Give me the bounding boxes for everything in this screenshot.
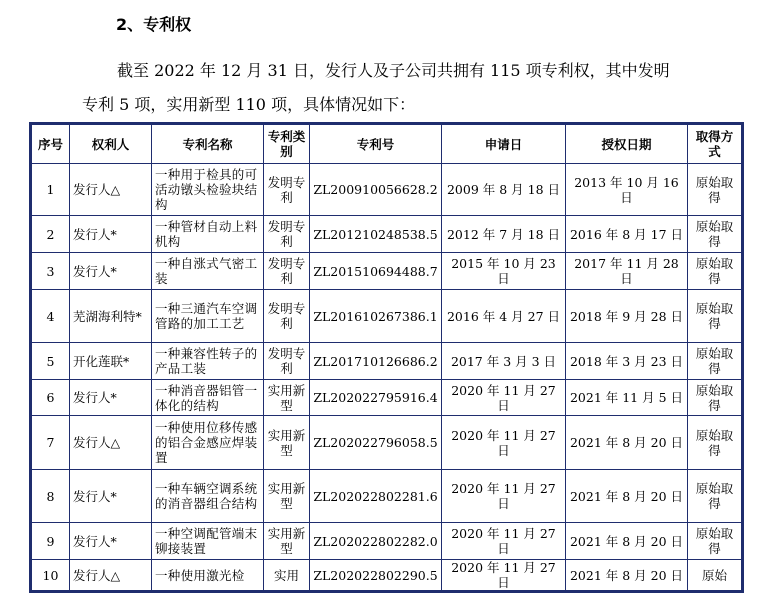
cell-holder: 发行人* <box>70 216 152 253</box>
cell-type: 发明专利 <box>264 164 310 216</box>
cell-method: 原始取得 <box>688 164 742 216</box>
table-row <box>32 253 742 290</box>
cell-holder: 开化莲联* <box>70 343 152 380</box>
cell-method: 原始取得 <box>688 216 742 253</box>
cell-apply-date: 2020 年 11 月 27 日 <box>442 416 566 470</box>
cell-no: 3 <box>32 253 70 290</box>
cell-method: 原始取得 <box>688 470 742 523</box>
cell-type: 发明专利 <box>264 290 310 343</box>
cell-name: 一种使用激光检 <box>152 560 264 591</box>
cell-name: 一种空调配管端末铆接装置 <box>152 523 264 560</box>
header-apply-date: 申请日 <box>442 125 566 164</box>
cell-type: 发明专利 <box>264 253 310 290</box>
cell-type: 实用新型 <box>264 523 310 560</box>
cell-method: 原始取得 <box>688 416 742 470</box>
cell-method: 原始取得 <box>688 290 742 343</box>
cell-number: ZL202022795916.4 <box>310 380 442 416</box>
table-row <box>32 164 742 216</box>
cell-no: 7 <box>32 416 70 470</box>
cell-name: 一种使用位移传感的铝合金感应焊装置 <box>152 416 264 470</box>
cell-type: 实用新型 <box>264 470 310 523</box>
table-row <box>32 343 742 380</box>
cell-grant-date: 2017 年 11 月 28 日 <box>566 253 688 290</box>
cell-holder: 芜湖海利特* <box>70 290 152 343</box>
cell-type: 实用 <box>264 560 310 591</box>
header-method: 取得方式 <box>688 125 742 164</box>
table-row <box>32 470 742 523</box>
patent-table <box>31 124 742 591</box>
cell-grant-date: 2021 年 8 月 20 日 <box>566 560 688 591</box>
table-row <box>32 380 742 416</box>
cell-no: 5 <box>32 343 70 380</box>
cell-number: ZL202022802290.5 <box>310 560 442 591</box>
cell-name: 一种三通汽车空调管路的加工工艺 <box>152 290 264 343</box>
cell-type: 实用新型 <box>264 380 310 416</box>
cell-holder: 发行人* <box>70 253 152 290</box>
cell-holder: 发行人△ <box>70 164 152 216</box>
cell-holder: 发行人△ <box>70 560 152 591</box>
cell-no: 9 <box>32 523 70 560</box>
header-type: 专利类别 <box>264 125 310 164</box>
cell-grant-date: 2018 年 3 月 23 日 <box>566 343 688 380</box>
cell-type: 发明专利 <box>264 216 310 253</box>
header-grant-date: 授权日期 <box>566 125 688 164</box>
cell-grant-date: 2021 年 8 月 20 日 <box>566 523 688 560</box>
header-no: 序号 <box>32 125 70 164</box>
cell-apply-date: 2016 年 4 月 27 日 <box>442 290 566 343</box>
cell-apply-date: 2017 年 3 月 3 日 <box>442 343 566 380</box>
cell-name: 一种车辆空调系统的消音器组合结构 <box>152 470 264 523</box>
header-number: 专利号 <box>310 125 442 164</box>
cell-name: 一种管材自动上料机构 <box>152 216 264 253</box>
cell-number: ZL201510694488.7 <box>310 253 442 290</box>
cell-no: 6 <box>32 380 70 416</box>
cell-no: 8 <box>32 470 70 523</box>
cell-type: 实用新型 <box>264 416 310 470</box>
cell-holder: 发行人* <box>70 523 152 560</box>
cell-number: ZL201710126686.2 <box>310 343 442 380</box>
cell-number: ZL202022802282.0 <box>310 523 442 560</box>
cell-number: ZL200910056628.2 <box>310 164 442 216</box>
cell-holder: 发行人* <box>70 470 152 523</box>
cell-grant-date: 2021 年 11 月 5 日 <box>566 380 688 416</box>
cell-method: 原始 <box>688 560 742 591</box>
cell-number: ZL201610267386.1 <box>310 290 442 343</box>
table-header-row <box>32 125 742 164</box>
table-row <box>32 290 742 343</box>
cell-name: 一种消音器铝管一体化的结构 <box>152 380 264 416</box>
cell-grant-date: 2016 年 8 月 17 日 <box>566 216 688 253</box>
cell-grant-date: 2018 年 9 月 28 日 <box>566 290 688 343</box>
cell-grant-date: 2021 年 8 月 20 日 <box>566 416 688 470</box>
table-row <box>32 416 742 470</box>
cell-name: 一种用于检具的可活动镦头检验块结构 <box>152 164 264 216</box>
cell-apply-date: 2015 年 10 月 23 日 <box>442 253 566 290</box>
cell-apply-date: 2009 年 8 月 18 日 <box>442 164 566 216</box>
cell-method: 原始取得 <box>688 523 742 560</box>
table-row <box>32 523 742 560</box>
cell-grant-date: 2021 年 8 月 20 日 <box>566 470 688 523</box>
cell-apply-date: 2020 年 11 月 27 日 <box>442 470 566 523</box>
cell-name: 一种自涨式气密工装 <box>152 253 264 290</box>
intro-line-2: 专利 5 项，实用新型 110 项，具体情况如下： <box>82 95 416 114</box>
cell-number: ZL202022802281.6 <box>310 470 442 523</box>
header-holder: 权利人 <box>70 125 152 164</box>
table-row <box>32 560 742 591</box>
cell-apply-date: 2020 年 11 月 27 日 <box>442 560 566 591</box>
cell-name: 一种兼容性转子的产品工装 <box>152 343 264 380</box>
cell-holder: 发行人* <box>70 380 152 416</box>
cell-type: 发明专利 <box>264 343 310 380</box>
cell-holder: 发行人△ <box>70 416 152 470</box>
section-heading: 2、专利权 <box>116 15 192 34</box>
table-row <box>32 216 742 253</box>
cell-apply-date: 2012 年 7 月 18 日 <box>442 216 566 253</box>
cell-no: 1 <box>32 164 70 216</box>
cell-method: 原始取得 <box>688 253 742 290</box>
cell-no: 2 <box>32 216 70 253</box>
intro-line-1: 截至 2022 年 12 月 31 日，发行人及子公司共拥有 115 项专利权，其中发明 <box>117 61 670 80</box>
cell-method: 原始取得 <box>688 343 742 380</box>
cell-number: ZL202022796058.5 <box>310 416 442 470</box>
cell-grant-date: 2013 年 10 月 16 日 <box>566 164 688 216</box>
cell-apply-date: 2020 年 11 月 27 日 <box>442 523 566 560</box>
cell-no: 4 <box>32 290 70 343</box>
cell-method: 原始取得 <box>688 380 742 416</box>
cell-number: ZL201210248538.5 <box>310 216 442 253</box>
header-name: 专利名称 <box>152 125 264 164</box>
cell-no: 10 <box>32 560 70 591</box>
cell-apply-date: 2020 年 11 月 27 日 <box>442 380 566 416</box>
